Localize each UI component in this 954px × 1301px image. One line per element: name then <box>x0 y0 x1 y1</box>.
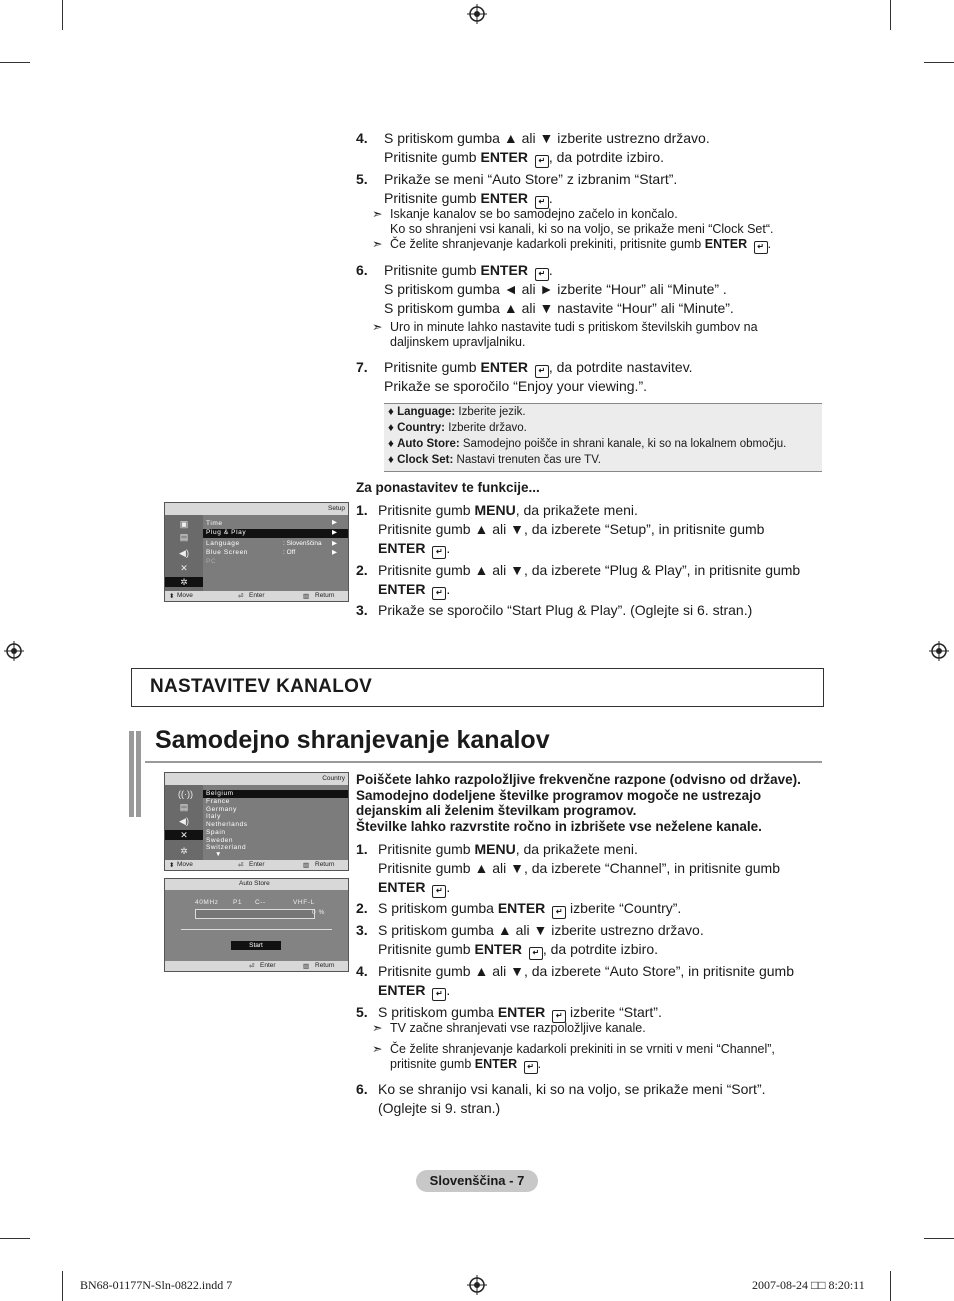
setup-menu-screen: Setup ▣ ▤ ◀) ✕ ✲ Time Plug & Play Language Blue Screen PC : Slovenščina : Off ▶ ▶ ▶ ▶ ⬍ Move ⏎ Enter ▥ Return <box>164 502 349 602</box>
registration-mark-icon <box>929 641 949 661</box>
enter-key-icon: ↵ <box>535 155 549 168</box>
setup-icon: ✲ <box>180 846 188 856</box>
arrow-right-icon: ▶ <box>332 529 338 536</box>
progress-bar <box>195 909 315 919</box>
main-title: Samodejno shranjevanje kanalov <box>155 726 550 754</box>
enter-key-icon: ↵ <box>432 988 446 1001</box>
start-button[interactable]: Start <box>231 941 281 950</box>
move-icon: ⬍ <box>169 862 175 869</box>
enter-key-icon: ↵ <box>432 885 446 898</box>
title-bar-decoration <box>129 731 134 817</box>
title-underline <box>145 761 822 763</box>
enter-icon: ⏎ <box>249 963 255 970</box>
autostore-screen: Auto Store 40MHz P1 C-- VHF-L 0 % Start ⏎ Enter ▥ Return <box>164 878 349 972</box>
enter-key-icon: ↵ <box>432 587 446 600</box>
enter-key-icon: ↵ <box>524 1061 538 1074</box>
reset-title: Za ponastavitev te funkcije... <box>356 480 540 495</box>
note-arrow-icon: ➣ <box>372 207 383 221</box>
enter-icon: ⏎ <box>238 862 244 869</box>
note-arrow-icon: ➣ <box>372 320 383 334</box>
enter-icon: ⏎ <box>238 593 244 600</box>
file-info: BN68-01177N-Sln-0822.indd 7 <box>80 1278 233 1292</box>
enter-key-icon: ↵ <box>754 241 768 254</box>
setup-icon: ✲ <box>165 577 203 587</box>
title-bar-decoration <box>136 731 141 817</box>
note-arrow-icon: ➣ <box>372 1042 383 1056</box>
arrow-right-icon: ▶ <box>332 549 338 556</box>
intro-paragraph: Poiščete lahko razpoložljive frekvenčne razpone (odvisno od države). Samodejno dodeljene številke programov mogoče ne ustrezajo dejanskim ali želenim številkam programov. Številke lahko razvrstite ročno in izbrišete vse neželene kanale. <box>356 772 801 834</box>
enter-key-icon: ↵ <box>552 1010 566 1023</box>
country-menu-screen: Country ((·)) ▤ ◀) ✕ ✲ Belgium France Germany Italy Netherlands Spain Sweden Switzerland ▼ ⬍ Move ⏎ Enter ▥ Return <box>164 772 349 871</box>
timestamp: 2007-08-24 □□ 8:20:11 <box>752 1278 865 1292</box>
tools-icon: ✕ <box>180 563 188 573</box>
note-arrow-icon: ➣ <box>372 237 383 251</box>
antenna-icon: ((·)) <box>178 789 193 799</box>
tools-icon: ✕ <box>165 830 203 840</box>
registration-mark-icon <box>467 4 487 24</box>
registration-mark-icon <box>467 1275 487 1295</box>
return-icon: ▥ <box>303 593 310 600</box>
enter-key-icon: ↵ <box>535 196 549 209</box>
arrow-right-icon: ▶ <box>332 540 338 547</box>
sound-icon: ◀) <box>179 816 189 826</box>
channel-icon: ▤ <box>179 532 189 542</box>
enter-key-icon: ↵ <box>535 268 549 281</box>
sound-icon: ◀) <box>179 548 189 558</box>
enter-key-icon: ↵ <box>432 546 446 559</box>
picture-icon: ▣ <box>179 519 189 529</box>
note-arrow-icon: ➣ <box>372 1021 383 1035</box>
enter-key-icon: ↵ <box>535 365 549 378</box>
return-icon: ▥ <box>303 963 310 970</box>
summary-box: ♦ Language: Izberite jezik. ♦ Country: Izberite državo. ♦ Auto Store: Samodejno poišče in shrani kanale, ki so na lokalnem območju. ♦ Clock Set: Nastavi trenuten čas ure TV. <box>384 403 822 472</box>
channel-icon: ▤ <box>179 802 189 812</box>
section-heading: NASTAVITEV KANALOV <box>131 668 824 707</box>
enter-key-icon: ↵ <box>552 906 566 919</box>
enter-key-icon: ↵ <box>529 947 543 960</box>
return-icon: ▥ <box>303 862 310 869</box>
registration-mark-icon <box>4 641 24 661</box>
page-number-badge: Slovenščina - 7 <box>416 1170 538 1192</box>
arrow-right-icon: ▶ <box>332 519 338 526</box>
divider <box>181 929 332 930</box>
scroll-down-icon[interactable]: ▼ <box>215 851 223 858</box>
move-icon: ⬍ <box>169 593 175 600</box>
